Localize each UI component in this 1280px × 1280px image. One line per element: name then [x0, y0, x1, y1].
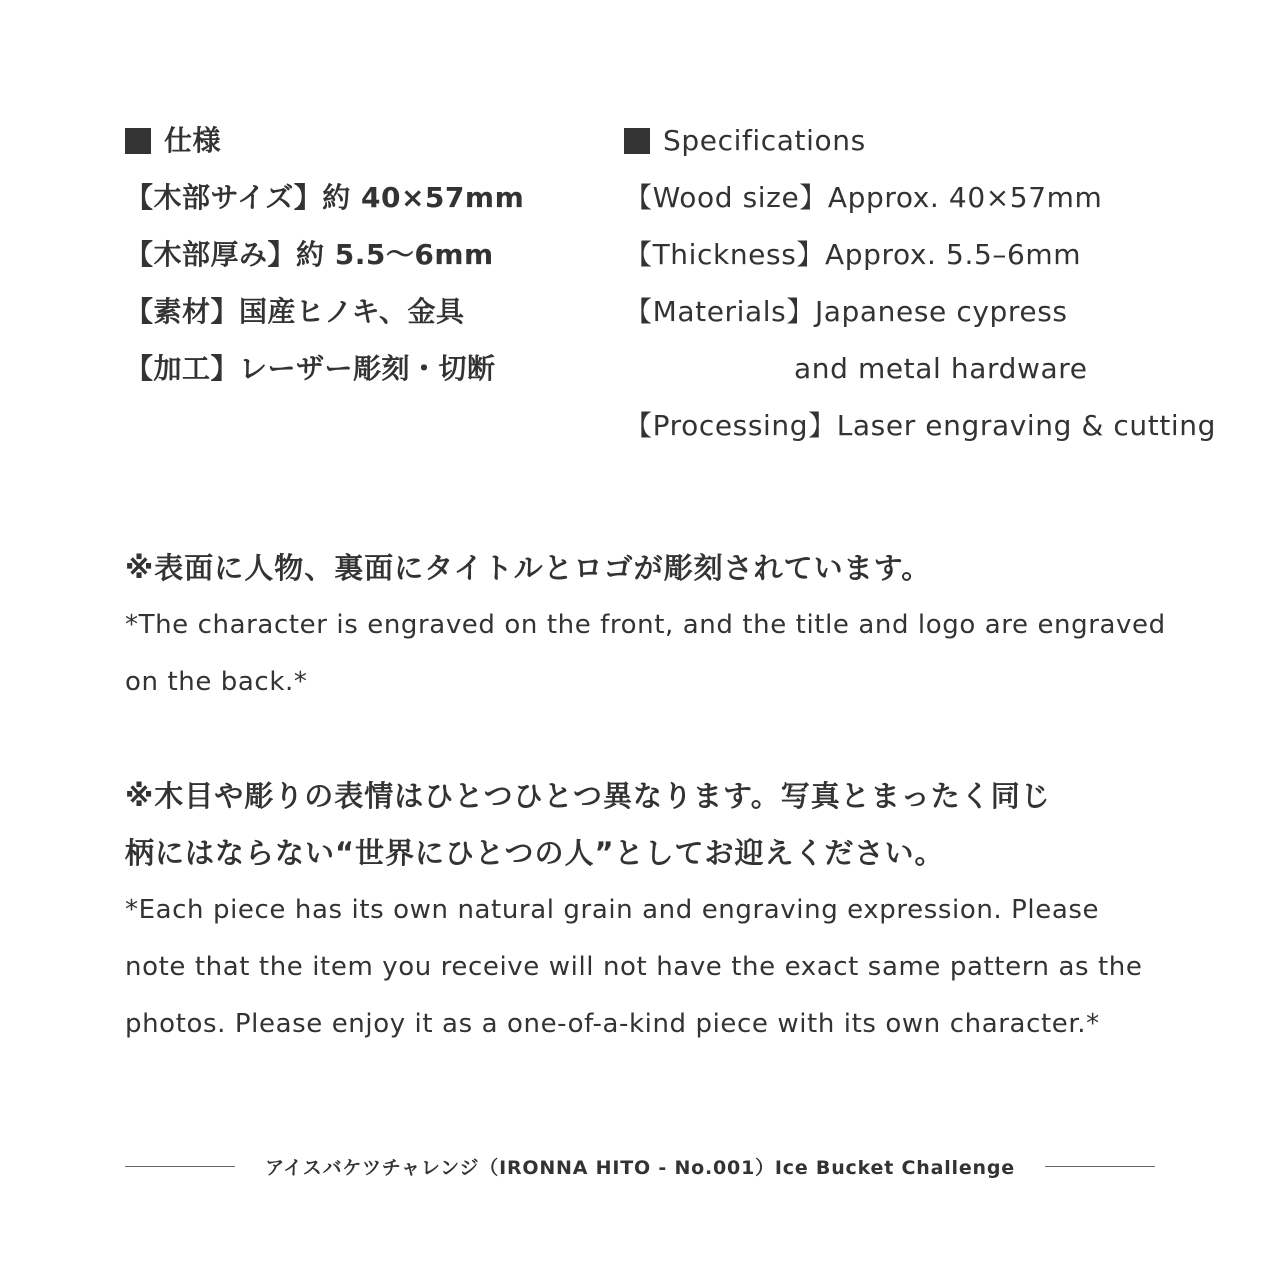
grain-note [125, 768, 1165, 1053]
engraving-note [125, 540, 1165, 711]
specs-en-heading [624, 112, 1184, 169]
spec-en-thickness: 【Thickness】Approx. 5.5–6mm [624, 238, 1082, 271]
footer-rule-right [1045, 1166, 1155, 1167]
grain-note-en-line-3: photos. Please enjoy it as a one-of-a-kind piece with its own character.* [125, 1009, 1100, 1039]
footer-rule-left [125, 1166, 235, 1167]
spec-en-wood-size: 【Wood size】Approx. 40×57mm [624, 181, 1103, 214]
specs-en-heading-text: Specifications [663, 124, 866, 157]
spec-ja-processing: 【加工】レーザー彫刻・切断 [125, 352, 496, 385]
footer [125, 1150, 1155, 1182]
specs-en-column [624, 112, 1217, 454]
specs-ja-heading [125, 112, 595, 169]
spec-en-processing: 【Processing】Laser engraving & cutting [624, 409, 1217, 442]
spec-ja-materials: 【素材】国産ヒノキ、金具 [125, 295, 465, 328]
footer-title: アイスバケツチャレンジ（IRONNA HITO - No.001）Ice Bucket Challenge [265, 1156, 1015, 1179]
engraving-note-en-line-1: *The character is engraved on the front, and the title and logo are engraved [125, 610, 1166, 640]
grain-note-ja-line-1: ※木目や彫りの表情はひとつひとつ異なります。写真とまったく同じ [125, 779, 1051, 813]
spec-en-materials: 【Materials】Japanese cypress [624, 295, 1068, 328]
grain-note-en-line-2: note that the item you receive will not have the exact same pattern as the [125, 952, 1143, 982]
square-bullet-icon [125, 128, 151, 154]
specs-ja-column [125, 112, 595, 397]
engraving-note-ja: ※表面に人物、裏面にタイトルとロゴが彫刻されています。 [125, 551, 932, 585]
engraving-note-en-line-2: on the back.* [125, 667, 308, 697]
grain-note-ja-line-2: 柄にはならない“世界にひとつの人”としてお迎えください。 [125, 836, 945, 870]
spec-ja-wood-size: 【木部サイズ】約 40×57mm [125, 181, 525, 214]
grain-note-en-line-1: *Each piece has its own natural grain and engraving expression. Please [125, 895, 1100, 925]
square-bullet-icon [624, 128, 650, 154]
spec-en-materials-cont: and metal hardware [794, 352, 1088, 385]
specs-ja-heading-text: 仕様 [164, 124, 222, 157]
spec-ja-thickness: 【木部厚み】約 5.5〜6mm [125, 238, 494, 271]
